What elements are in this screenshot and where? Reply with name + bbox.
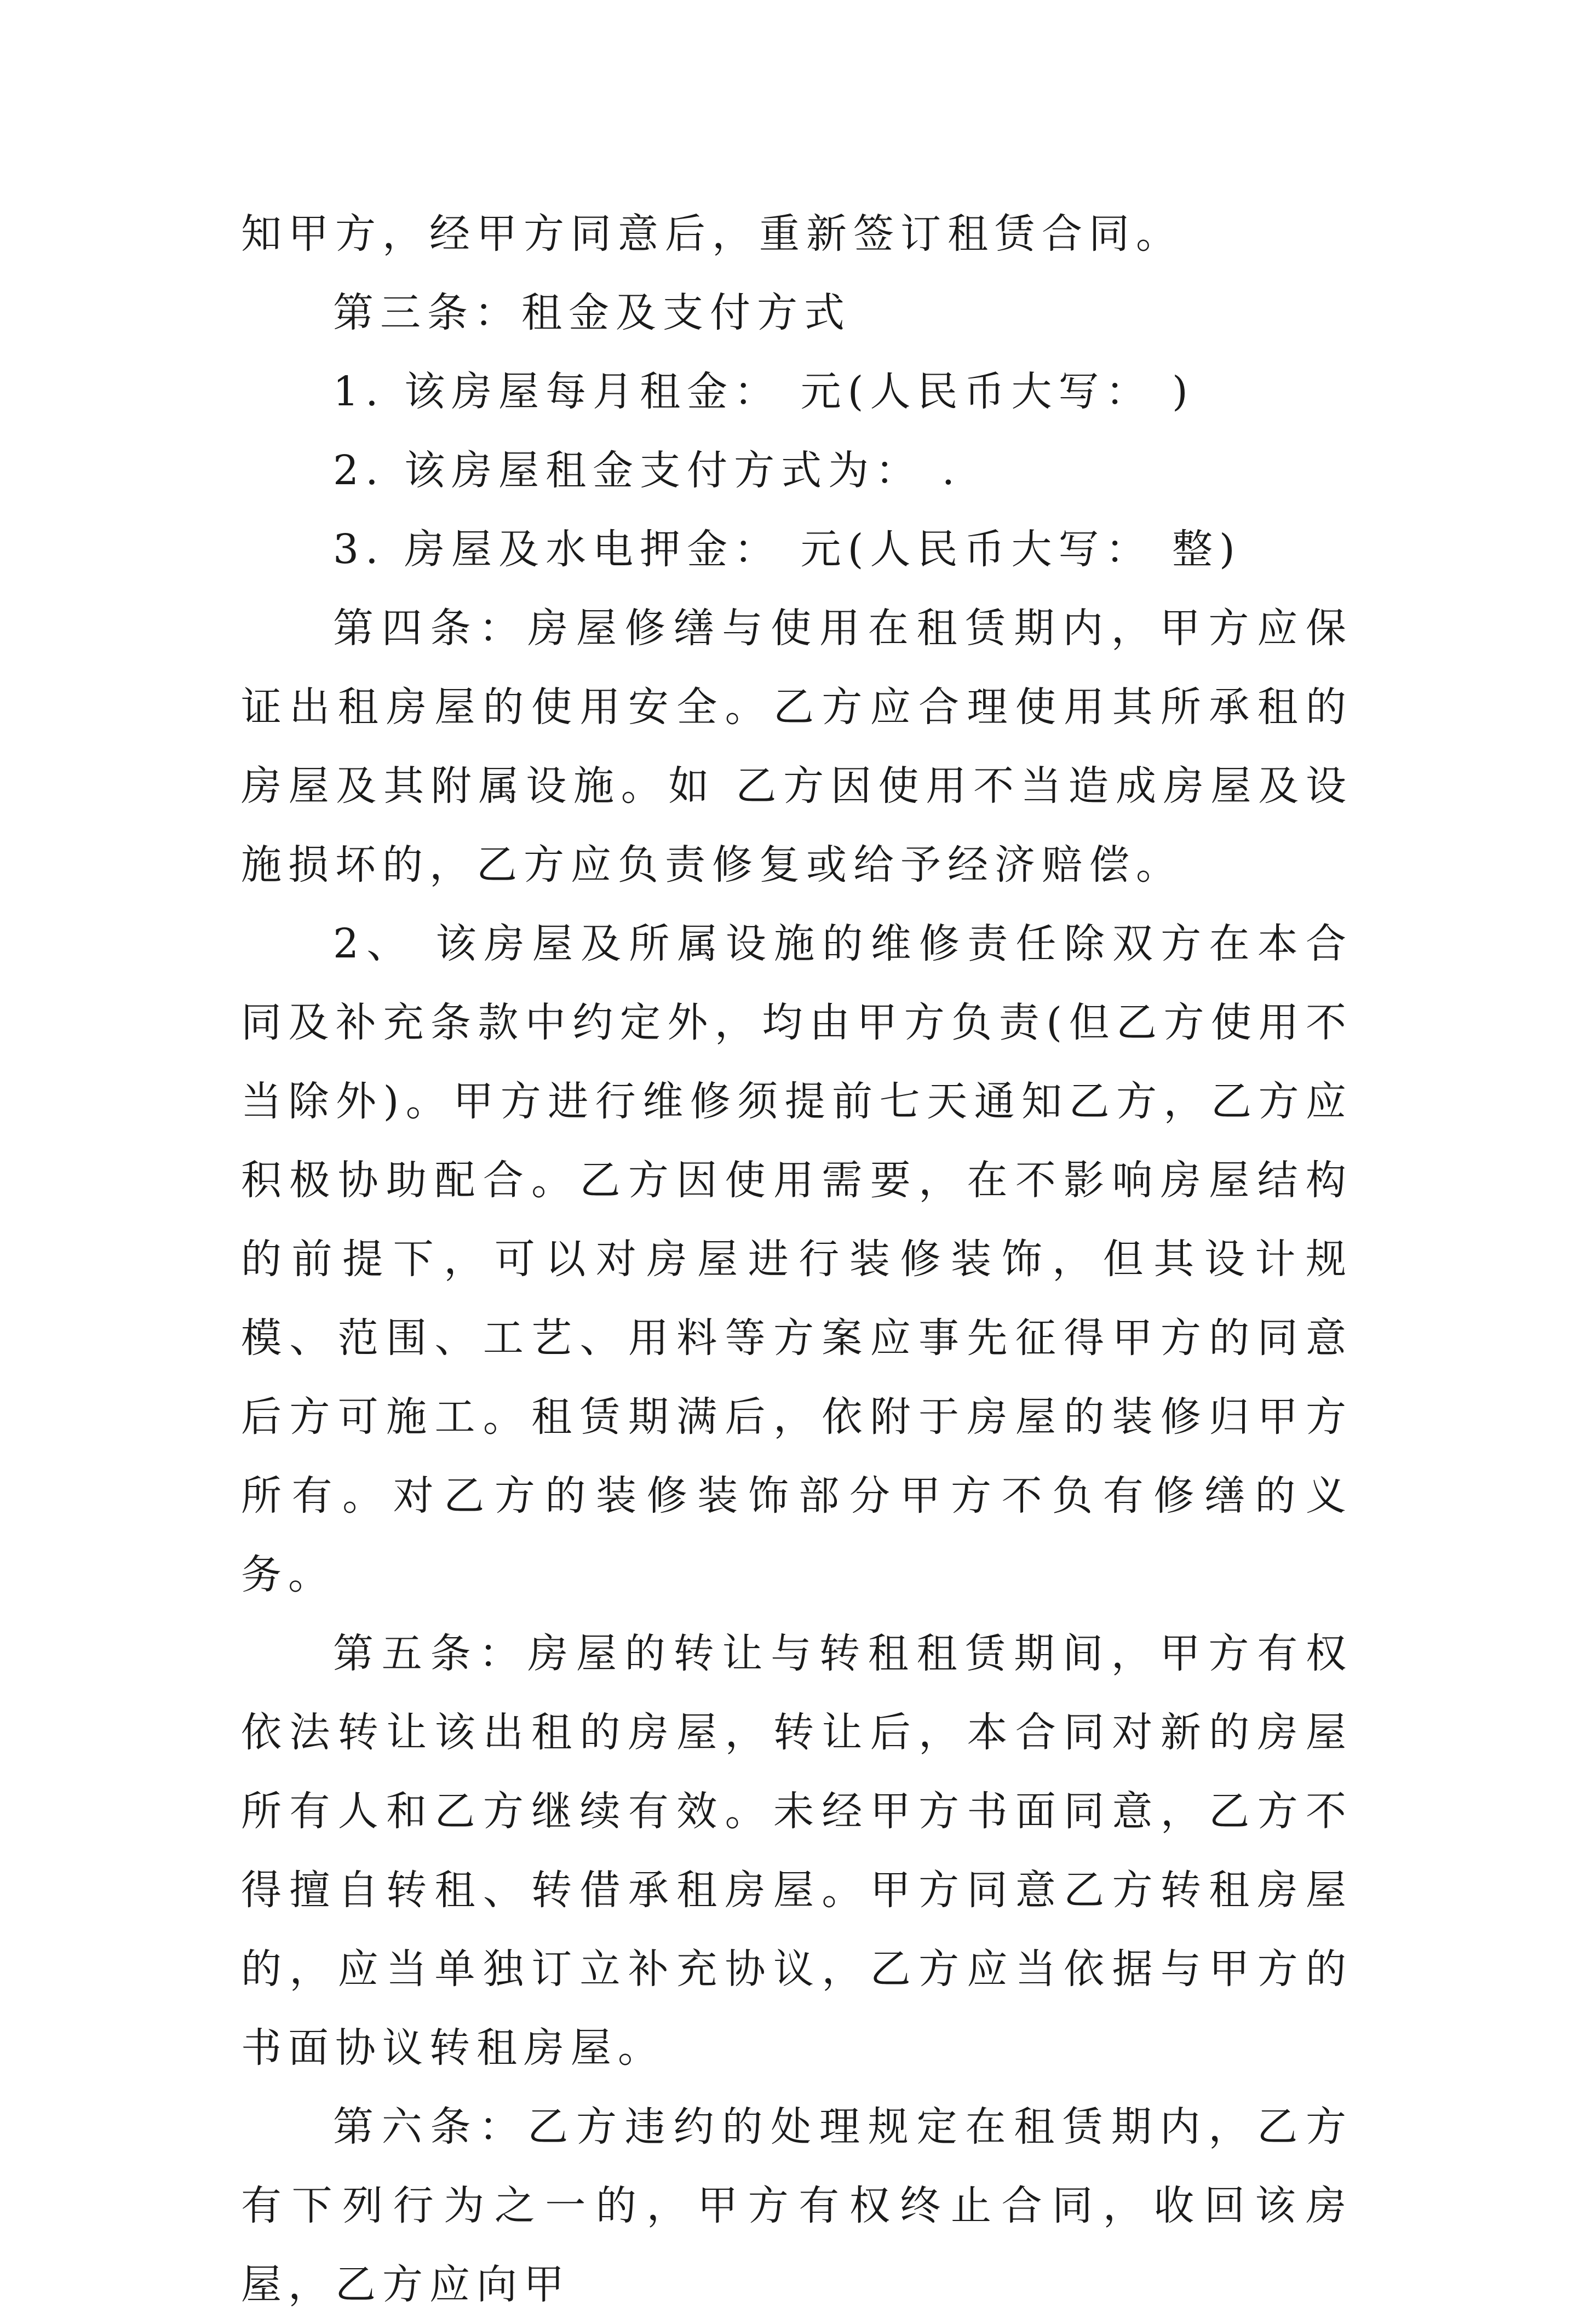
article-6-paragraph: 第六条：乙方违约的处理规定在租赁期内，乙方有下列行为之一的，甲方有权终止合同，收回该房屋，乙方应向甲: [241, 2103, 1353, 2308]
article-4-paragraph: 第四条：房屋修缮与使用在租赁期内，甲方应保证出租房屋的使用安全。乙方应合理使用其所承租的房屋及其附属设施。如 乙方因使用不当造成房屋及设施损坏的，乙方应负责修复或给予经济赔偿。: [241, 605, 1353, 888]
article-3-item-2: 2. 该房屋租金支付方式为： .: [333, 447, 962, 494]
article-3-item-3: 3. 房屋及水电押金： 元(人民币大写： 整): [333, 526, 1242, 573]
article-5-paragraph: 第五条：房屋的转让与转租租赁期间，甲方有权依法转让该出租的房屋，转让后，本合同对新的房屋所有人和乙方继续有效。未经甲方书面同意，乙方不得擅自转租、转借承租房屋。甲方同意乙方转租房屋的，应当单独订立补充协议，乙方应当依据与甲方的书面协议转租房屋。: [241, 1630, 1353, 2071]
article-3-heading: 第三条：租金及支付方式: [333, 289, 851, 336]
article-4-item-2: 2、 该房屋及所属设施的维修责任除双方在本合同及补充条款中约定外，均由甲方负责(但乙方使用不当除外)。甲方进行维修须提前七天通知乙方，乙方应积极协助配合。乙方因使用需要，在不影响房屋结构的前提下，可以对房屋进行装修装饰，但其设计规模、范围、工艺、用料等方案应事先征得甲方的同意后方可施工。租赁期满后，依附于房屋的装修归甲方所有。对乙方的装修装饰部分甲方不负有修缮的义务。: [241, 920, 1353, 1598]
paragraph-continuation: 知甲方，经甲方同意后，重新签订租赁合同。: [241, 210, 1183, 257]
article-3-item-1: 1. 该房屋每月租金： 元(人民币大写： ): [333, 368, 1195, 415]
contract-body: [241, 194, 1353, 2324]
